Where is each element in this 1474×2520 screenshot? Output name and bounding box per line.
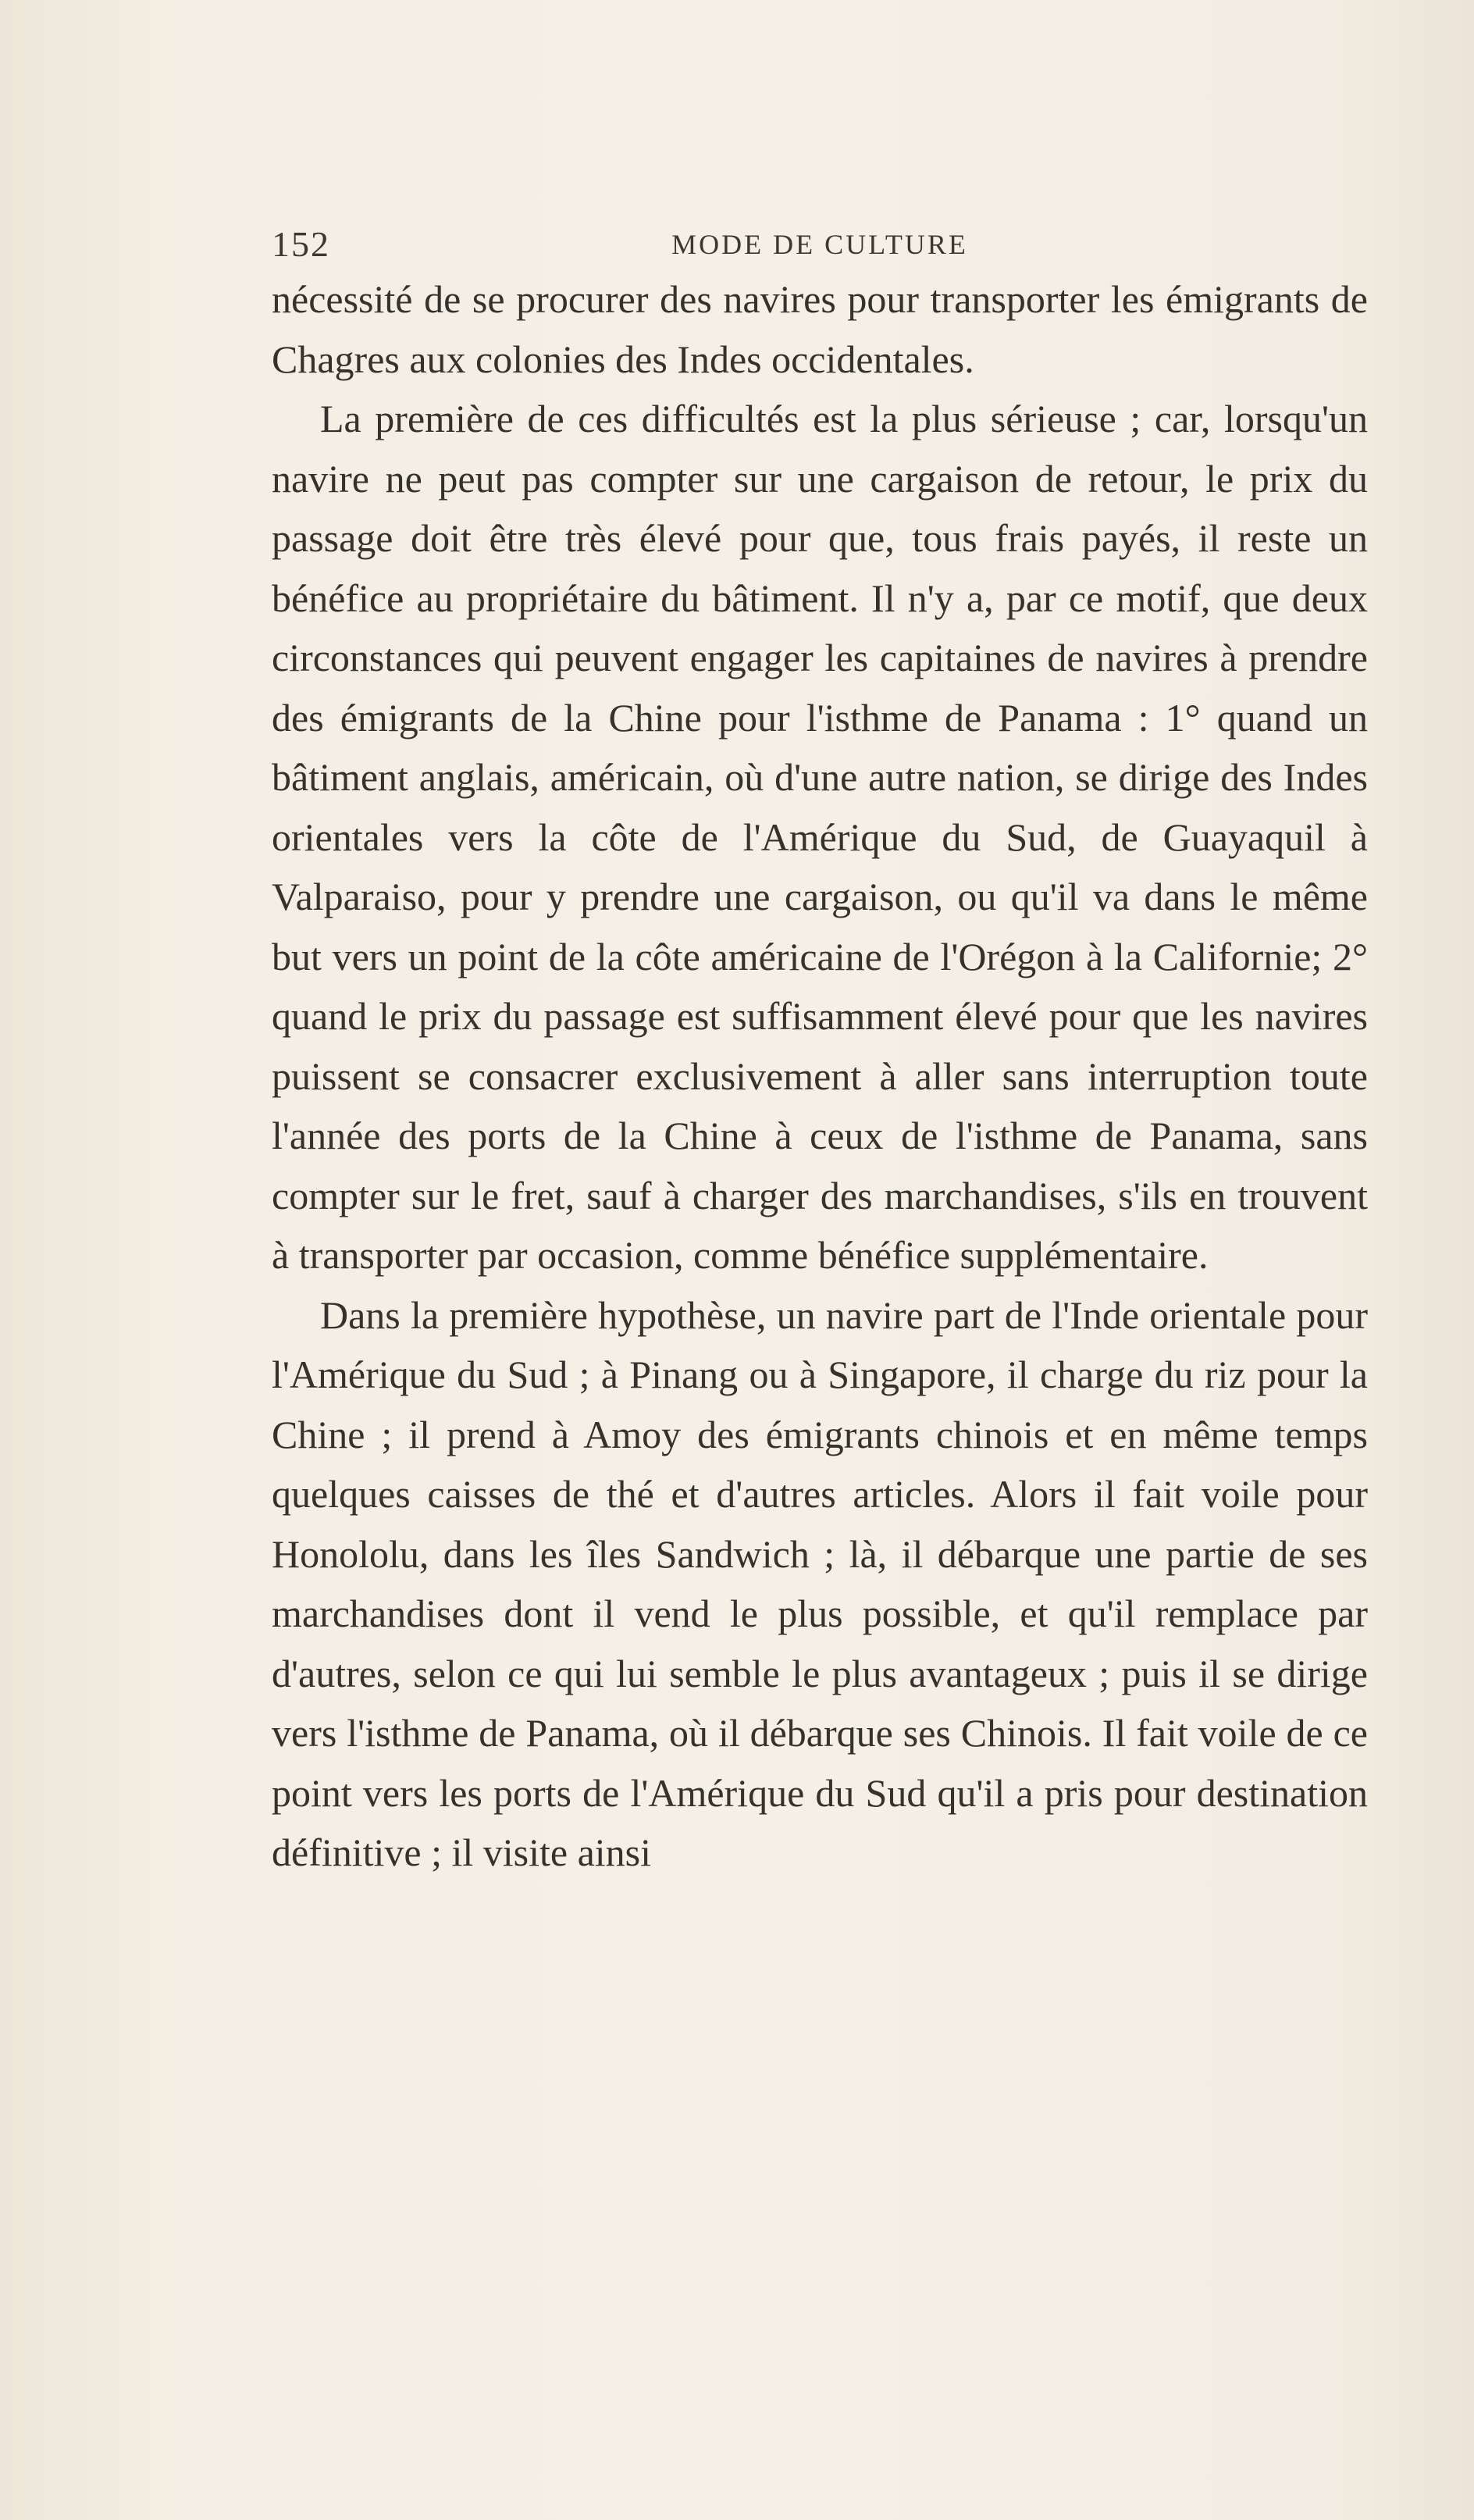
paragraph: La première de ces difficultés est la plus sérieuse ; car, lorsqu'un navire ne peut pas compter sur une cargaison de retour, le prix du passage doit être très élevé pour que, tous frais payés, il reste un bénéfice au propriétaire du bâtiment. Il n'y a, par ce motif, que deux circonstances qui peuvent engager les capitaines de navires à prendre des émigrants de la Chine pour l'isthme de Panama : 1° quand un bâtiment anglais, américain, où d'une autre nation, se dirige des Indes orientales vers la côte de l'Amérique du Sud, de Guayaquil à Valparaiso, pour y prendre une cargaison, ou qu'il va dans le même but vers un point de la côte américaine de l'Orégon à la Californie; 2° quand le prix du passage est suffisamment élevé pour que les navires puissent se consacrer exclusivement à aller sans interruption toute l'année des ports de la Chine à ceux de l'isthme de Panama, sans compter sur le fret, sauf à charger des marchandises, s'ils en trouvent à transporter par occasion, comme bénéfice supplémentaire. xyxy=(272,397,1368,1277)
paragraph-continuation: nécessité de se procurer des navires pour transporter les émigrants de Chagres aux colonies des Indes occidentales. xyxy=(272,277,1368,381)
page-number: 152 xyxy=(272,224,330,264)
paragraph: Dans la première hypothèse, un navire part de l'Inde orientale pour l'Amérique du Sud ; à Pinang ou à Singapore, il charge du riz pour la Chine ; il prend à Amoy des émigrants chinois et en même temps quelques caisses de thé et d'autres articles. Alors il fait voile pour Honololu, dans les îles Sandwich ; là, il débarque une partie de ses marchandises dont il vend le plus possible, et qu'il remplace par d'autres, selon ce qui lui semble le plus avantageux ; puis il se dirige vers l'isthme de Panama, où il débarque ses Chinois. Il fait voile de ce point vers les ports de l'Amérique du Sud qu'il a pris pour destination définitive ; il visite ainsi xyxy=(272,1292,1368,1874)
running-head: MODE DE CULTURE xyxy=(671,229,968,260)
page-header xyxy=(272,223,1368,270)
body-text xyxy=(272,269,1368,1883)
